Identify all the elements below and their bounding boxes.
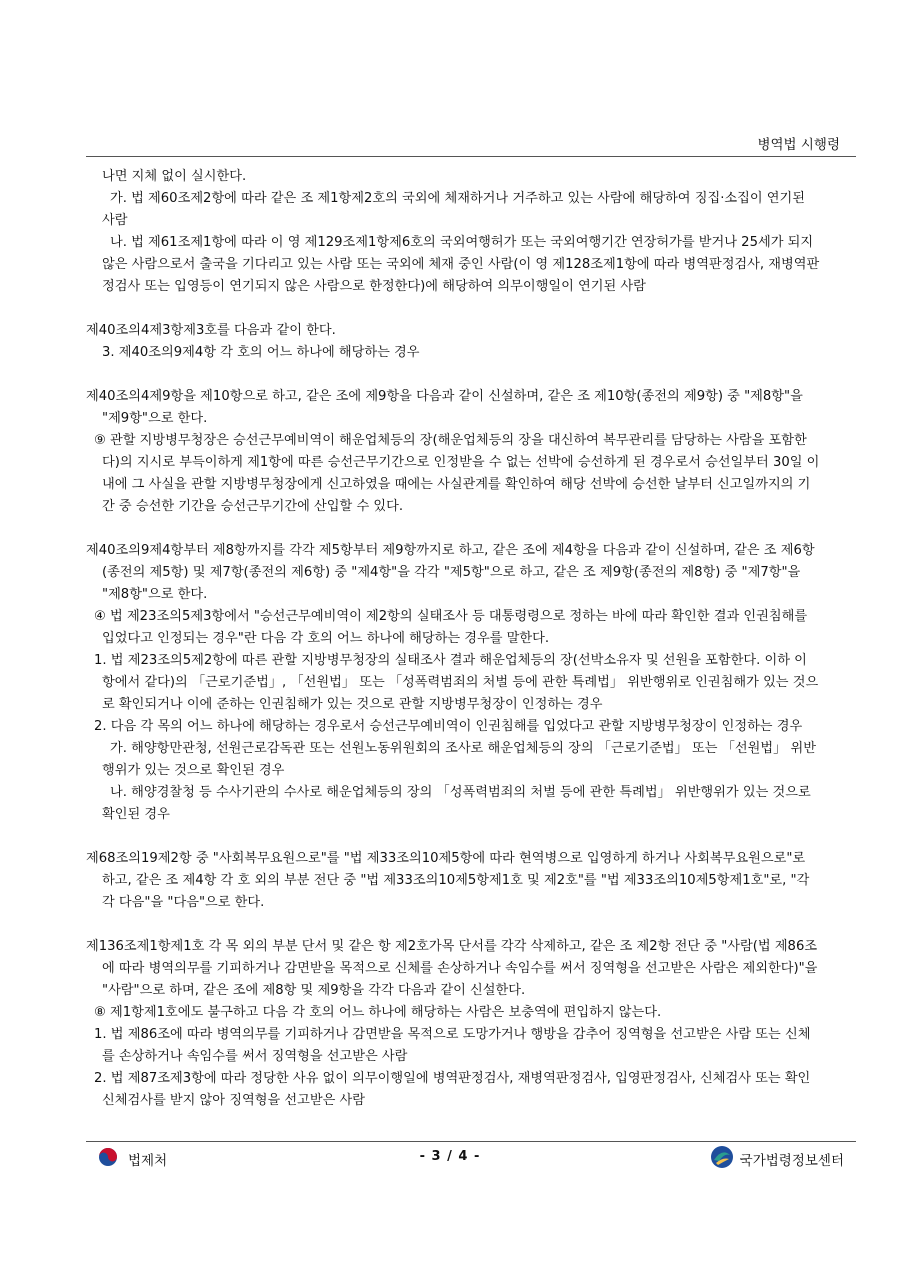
law-center-logo-icon bbox=[710, 1145, 734, 1173]
paragraph: 3. 제40조의9제4항 각 호의 어느 하나에 해당하는 경우 bbox=[102, 345, 420, 360]
footer-divider bbox=[86, 1141, 856, 1142]
paragraph: 제40조의4제3항제3호를 다음과 같이 한다. bbox=[86, 323, 336, 338]
paragraph-gap bbox=[86, 298, 820, 320]
paragraph: 2. 다음 각 목의 어느 하나에 해당하는 경우로서 승선근무예비역이 인권침해를 입었다고 관할 지방병무청장이 인정하는 경우 bbox=[94, 719, 803, 734]
paragraph: 나. 법 제61조제1항에 따라 이 영 제129조제1항제6호의 국외여행허가 또는 국외여행기간 연장허가를 받거나 25세가 되지 않은 사람으로서 출국을 기다리고 있는 사람 또는 국외에 체재 중인 사람(이 영 제128조제1항에 따라 병역판정검사, 재병역판정검사 또는 입영등이 연기되지 않은 사람으로 한정한다)에 해당하여 의무이행일이 연기된 사람 bbox=[102, 235, 820, 294]
footer-left-label: 법제처 bbox=[128, 1153, 168, 1169]
paragraph: 제136조제1항제1호 각 목 외의 부분 단서 및 같은 항 제2호가목 단서를 각각 삭제하고, 같은 조 제2항 전단 중 "사람(법 제86조에 따라 병역의무를 기피하거나 감면받을 목적으로 신체를 손상하거나 속임수를 써서 징역형을 선고받은 사람은 제외한다)"을 "사람"으로 하며, 같은 조에 제8항 및 제9항을 각각 다음과 같이 신설한다. bbox=[86, 939, 818, 998]
page-number: - 3 / 4 - bbox=[419, 1149, 481, 1164]
header-divider bbox=[86, 156, 856, 157]
paragraph: ⑨ 관할 지방병무청장은 승선근무예비역이 해운업체등의 장(해운업체등의 장을 대신하여 복무관리를 담당하는 사람을 포함한다)의 지시로 부득이하게 제1항에 따른 승선근무기간으로 인정받을 수 없는 선박에 승선하게 된 경우로서 승선일부터 30일 이내에 그 사실을 관할 지방병무청장에게 신고하였을 때에는 사실관계를 확인하여 해당 선박에 승선한 날부터 신고일까지의 기간 중 승선한 기간을 승선근무기간에 산입할 수 있다. bbox=[94, 433, 820, 514]
paragraph: 가. 법 제60조제2항에 따라 같은 조 제1항제2호의 국외에 체재하거나 거주하고 있는 사람에 해당하여 징집·소집이 연기된 사람 bbox=[102, 191, 806, 228]
paragraph: 나면 지체 없이 실시한다. bbox=[102, 169, 247, 184]
paragraph: 제68조의19제2항 중 "사회복무요원으로"를 "법 제33조의10제5항에 따라 현역병으로 입영하게 하거나 사회복무요원으로"로 하고, 같은 조 제4항 각 호 외의 부분 전단 중 "법 제33조의10제5항제1호 및 제2호"를 "법 제33조의10제5항제1호"로, "각각 다음"을 "다음"으로 한다. bbox=[86, 851, 810, 910]
paragraph: 가. 해양항만관청, 선원근로감독관 또는 선원노동위원회의 조사로 해운업체등의 장의 「근로기준법」 또는 「선원법」 위반행위가 있는 것으로 확인된 경우 bbox=[102, 741, 816, 778]
paragraph: 제40조의4제9항을 제10항으로 하고, 같은 조에 제9항을 다음과 같이 신설하며, 같은 조 제10항(종전의 제9항) 중 "제8항"을 "제9항"으로 한다. bbox=[86, 389, 803, 426]
paragraph: 1. 법 제86조에 따라 병역의무를 기피하거나 감면받을 목적으로 도망가거나 행방을 감추어 징역형을 선고받은 사람 또는 신체를 손상하거나 속임수를 써서 징역형을 선고받은 사람 bbox=[94, 1027, 811, 1064]
paragraph-gap bbox=[86, 364, 820, 386]
paragraph: 제40조의9제4항부터 제8항까지를 각각 제5항부터 제9항까지로 하고, 같은 조에 제4항을 다음과 같이 신설하며, 같은 조 제6항(종전의 제5항) 및 제7항(종전의 제6항) 중 "제4항"을 각각 "제5항"으로 하고, 같은 조 제9항(종전의 제8항) 중 "제7항"을 "제8항"으로 한다. bbox=[86, 543, 815, 602]
document-body bbox=[86, 166, 820, 1112]
paragraph: 1. 법 제23조의5제2항에 따른 관할 지방병무청장의 실태조사 결과 해운업체등의 장(선박소유자 및 선원을 포함한다. 이하 이 항에서 같다)의 「근로기준법」, 「선원법」 또는 「성폭력범죄의 처벌 등에 관한 특례법」 위반행위로 인권침해가 있는 것으로 확인되거나 이에 준하는 인권침해가 있는 것으로 관할 지방병무청장이 인정하는 경우 bbox=[94, 653, 819, 712]
paragraph: 나. 해양경찰청 등 수사기관의 수사로 해운업체등의 장의 「성폭력범죄의 처벌 등에 관한 특례법」 위반행위가 있는 것으로 확인된 경우 bbox=[102, 785, 811, 822]
paragraph: 2. 법 제87조제3항에 따라 정당한 사유 없이 의무이행일에 병역판정검사, 재병역판정검사, 입영판정검사, 신체검사 또는 확인신체검사를 받지 않아 징역형을 선고받은 사람 bbox=[94, 1071, 811, 1108]
footer-right-label: 국가법령정보센터 bbox=[739, 1153, 844, 1169]
paragraph-gap bbox=[86, 518, 820, 540]
footer-right bbox=[710, 1145, 844, 1173]
paragraph: ④ 법 제23조의5제3항에서 "승선근무예비역이 제2항의 실태조사 등 대통령령으로 정하는 바에 따라 확인한 결과 인권침해를 입었다고 인정되는 경우"란 다음 각 호의 어느 하나에 해당하는 경우를 말한다. bbox=[94, 609, 808, 646]
paragraph-gap bbox=[86, 914, 820, 936]
paragraph: ⑧ 제1항제1호에도 불구하고 다음 각 호의 어느 하나에 해당하는 사람은 보충역에 편입하지 않는다. bbox=[94, 1005, 662, 1020]
header-title: 병역법 시행령 bbox=[757, 137, 840, 153]
paragraph-gap bbox=[86, 826, 820, 848]
